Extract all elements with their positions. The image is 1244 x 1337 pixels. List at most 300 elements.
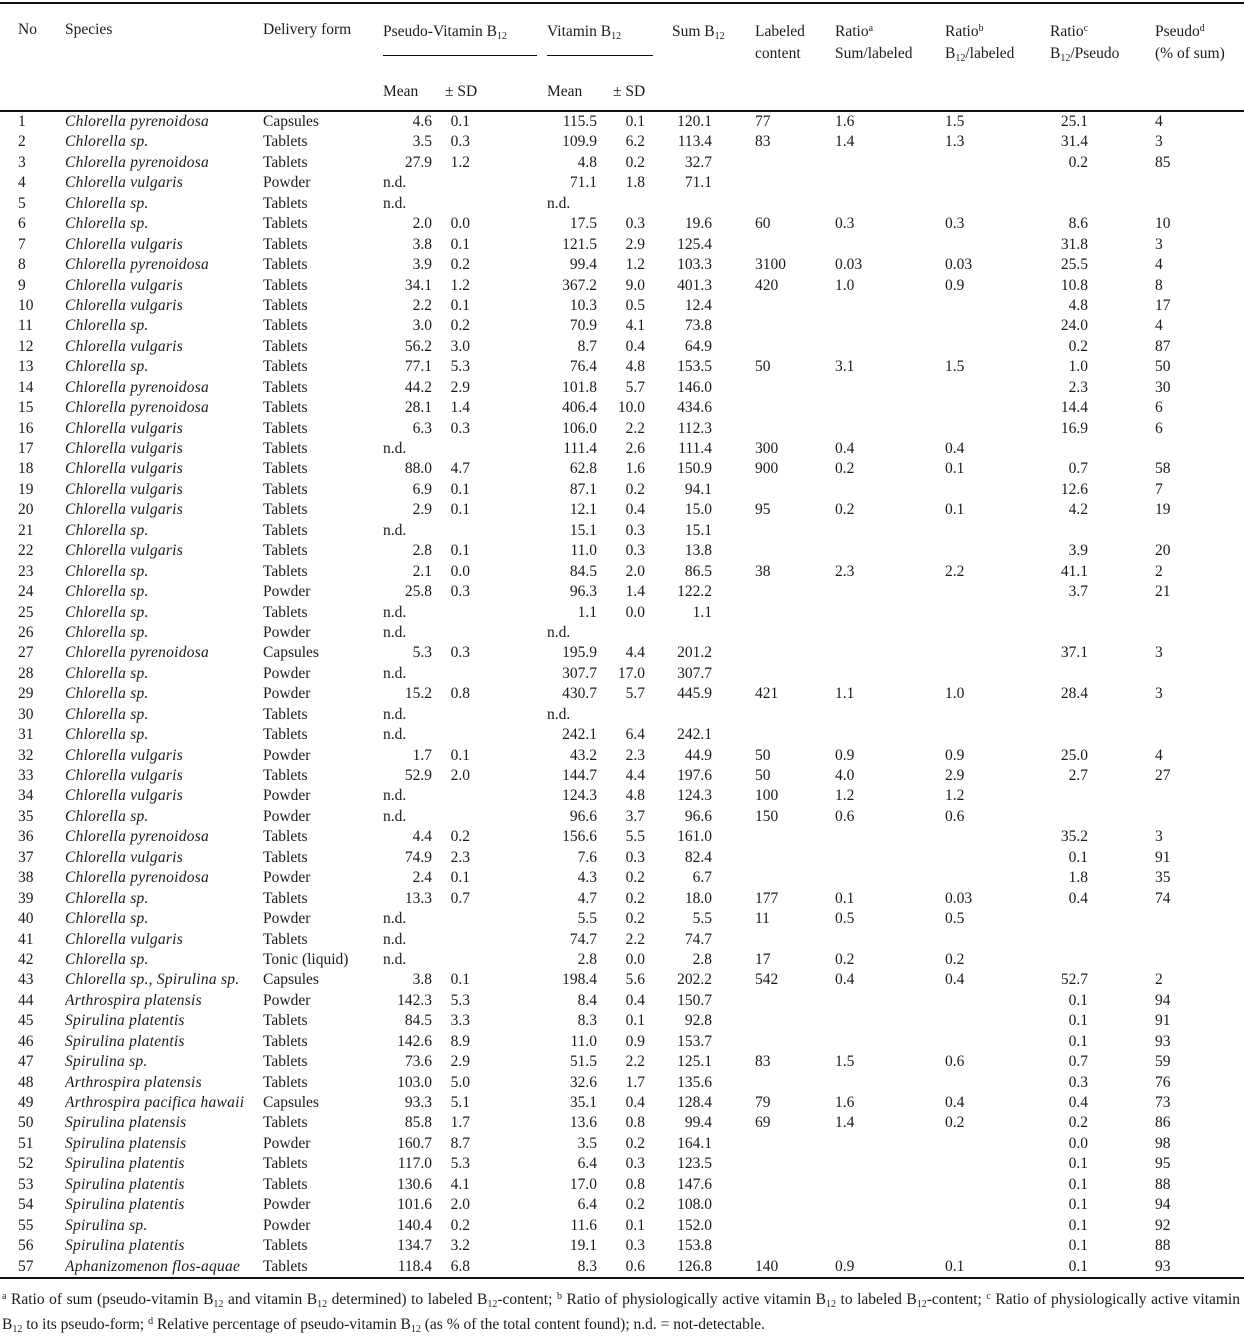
cell-ratio-b12-labeled: 0.1: [945, 1257, 965, 1275]
subcol-header-vitamin-mean: Mean: [474, 81, 601, 111]
table-row: [0, 1257, 1244, 1278]
cell-ratio-b12-labeled: [945, 521, 1050, 541]
cell-vitamin-sd: 5.7: [625, 685, 645, 703]
cell-pseudo-sd: 0.3: [450, 583, 470, 601]
table-row: [0, 500, 1244, 520]
cell-pseudo-percent: 88: [1155, 1237, 1171, 1255]
cell-pseudo-mean: n.d.: [383, 787, 407, 805]
cell-ratio-b12-pseudo: 0.7: [1068, 1053, 1088, 1071]
cell-pseudo-sd: [436, 807, 474, 827]
cell-ratio-b12-pseudo: 3.7: [1068, 583, 1088, 601]
cell-pseudo-mean: 27.9: [404, 153, 432, 171]
cell-labeled-content: 900: [755, 460, 779, 478]
footnote-text: (as % of the total content found); n.d. = not-detectable.: [420, 1315, 765, 1333]
cell-pseudo-mean: 3.0: [412, 317, 432, 335]
cell-pseudo-sd: 0.3: [450, 419, 470, 437]
table-row: [0, 296, 1244, 316]
cell-species: Chlorella vulgaris: [65, 276, 184, 294]
cell-delivery-form: Tablets: [263, 317, 308, 335]
cell-vitamin-sd: 4.8: [625, 358, 645, 376]
cell-sum-b12: 445.9: [677, 685, 712, 703]
cell-ratio-b12-labeled: [945, 827, 1050, 847]
cell-sum-b12: 82.4: [684, 848, 712, 866]
cell-delivery-form: Tablets: [263, 235, 308, 253]
cell-ratio-b12-pseudo: 10.8: [1060, 276, 1088, 294]
cell-no: 28: [18, 664, 34, 682]
cell-pseudo-percent: [1155, 930, 1244, 950]
table-row: [0, 766, 1244, 786]
cell-species: Chlorella vulgaris: [65, 296, 184, 314]
cell-labeled-content: 79: [755, 1094, 771, 1111]
cell-ratio-sum-labeled: [835, 1154, 945, 1174]
col-header-no: No: [0, 3, 65, 111]
cell-labeled-content: [755, 173, 835, 193]
cell-pseudo-percent: 58: [1155, 460, 1171, 478]
cell-pseudo-percent: [1155, 194, 1244, 214]
cell-pseudo-mean: 34.1: [404, 276, 432, 294]
cell-pseudo-percent: 87: [1155, 337, 1171, 355]
cell-pseudo-sd: 2.9: [450, 1053, 470, 1071]
cell-pseudo-mean: 6.3: [412, 419, 432, 437]
table-row: [0, 1073, 1244, 1093]
cell-no: 36: [18, 828, 34, 846]
cell-pseudo-sd: 0.0: [450, 215, 470, 233]
table-header: [0, 3, 1244, 111]
cell-no: 9: [18, 276, 26, 294]
cell-vitamin-sd: 5.6: [625, 971, 645, 989]
cell-sum-b12: 44.9: [684, 746, 712, 764]
cell-sum-b12: 125.1: [677, 1053, 712, 1071]
table-row: [0, 868, 1244, 888]
cell-labeled-content: [755, 705, 835, 725]
table-row: [0, 1113, 1244, 1133]
cell-ratio-b12-labeled: [945, 541, 1050, 561]
cell-vitamin-sd: 0.2: [625, 869, 645, 887]
cell-vitamin-mean: 6.4: [577, 1196, 597, 1214]
table-footnote: [2, 1287, 1240, 1337]
cell-vitamin-mean: 198.4: [562, 971, 597, 989]
cell-vitamin-mean: 1.1: [577, 603, 597, 621]
cell-labeled-content: [755, 1175, 835, 1195]
table-body: [0, 111, 1244, 1278]
cell-sum-b12: 108.0: [677, 1196, 712, 1214]
cell-vitamin-sd: 6.4: [625, 726, 645, 744]
table-row: [0, 111, 1244, 132]
cell-pseudo-sd: 0.0: [450, 562, 470, 580]
cell-sum-b12: 103.3: [677, 256, 712, 274]
cell-pseudo-mean: 134.7: [397, 1237, 432, 1255]
cell-pseudo-percent: 8: [1155, 276, 1163, 294]
cell-vitamin-mean: 51.5: [569, 1053, 597, 1071]
cell-ratio-b12-labeled: 1.5: [945, 113, 965, 130]
cell-no: 29: [18, 685, 34, 703]
cell-pseudo-sd: 1.7: [450, 1114, 470, 1132]
cell-ratio-sum-labeled: [835, 316, 945, 336]
cell-labeled-content: 140: [755, 1257, 779, 1275]
cell-species: Chlorella sp.: [65, 910, 149, 928]
cell-pseudo-percent: 91: [1155, 848, 1171, 866]
table-row: [0, 214, 1244, 234]
cell-pseudo-percent: 3: [1155, 828, 1163, 846]
cell-no: 21: [18, 521, 34, 539]
cell-pseudo-percent: 91: [1155, 1012, 1171, 1030]
cell-pseudo-percent: [1155, 623, 1244, 643]
cell-pseudo-mean: 2.1: [412, 562, 432, 580]
footnote-marker: c: [986, 1290, 991, 1302]
cell-vitamin-mean: 87.1: [569, 480, 597, 498]
cell-no: 44: [18, 991, 34, 1009]
cell-species: Chlorella sp.: [65, 705, 149, 723]
cell-ratio-b12-labeled: [945, 419, 1050, 439]
cell-delivery-form: Powder: [263, 746, 311, 764]
cell-ratio-b12-labeled: [945, 848, 1050, 868]
cell-species: Chlorella sp., Spirulina sp.: [65, 971, 240, 989]
cell-no: 30: [18, 705, 34, 723]
cell-pseudo-sd: [436, 950, 474, 970]
cell-pseudo-mean: 28.1: [404, 399, 432, 417]
subscript: 12: [825, 1298, 836, 1310]
footnote-text: -content;: [926, 1290, 987, 1308]
cell-ratio-b12-pseudo: 0.1: [1068, 1257, 1088, 1275]
cell-pseudo-mean: 117.0: [397, 1155, 432, 1173]
cell-ratio-b12-labeled: [945, 378, 1050, 398]
cell-pseudo-mean: n.d.: [383, 930, 407, 948]
cell-labeled-content: [755, 235, 835, 255]
cell-ratio-b12-labeled: [945, 1011, 1050, 1031]
cell-ratio-sum-labeled: [835, 378, 945, 398]
cell-pseudo-sd: 0.7: [450, 889, 470, 907]
subscript: 12: [317, 1298, 328, 1310]
cell-ratio-b12-labeled: 2.2: [945, 562, 965, 580]
cell-ratio-sum-labeled: 1.5: [835, 1053, 855, 1071]
cell-ratio-b12-pseudo: 0.4: [1068, 889, 1088, 907]
cell-labeled-content: 77: [755, 113, 771, 130]
cell-species: Chlorella vulgaris: [65, 848, 184, 866]
cell-sum-b12: 5.5: [692, 910, 712, 928]
cell-ratio-b12-pseudo: 3.9: [1068, 542, 1088, 560]
cell-ratio-sum-labeled: 1.0: [835, 276, 855, 294]
cell-vitamin-sd: 17.0: [617, 664, 645, 682]
cell-pseudo-sd: 4.7: [450, 460, 470, 478]
cell-pseudo-mean: 103.0: [397, 1073, 432, 1091]
cell-species: Chlorella vulgaris: [65, 174, 184, 192]
cell-labeled-content: [755, 1195, 835, 1215]
cell-delivery-form: Powder: [263, 174, 311, 192]
table-row: [0, 889, 1244, 909]
cell-sum-b12: 153.7: [677, 1032, 712, 1050]
cell-species: Chlorella pyrenoidosa: [65, 153, 210, 171]
cell-ratio-b12-pseudo: 35.2: [1060, 828, 1088, 846]
cell-vitamin-sd: 1.8: [625, 174, 645, 192]
cell-pseudo-mean: 1.7: [412, 746, 432, 764]
cell-ratio-b12-pseudo: [1050, 439, 1155, 459]
table-row: [0, 378, 1244, 398]
cell-no: 41: [18, 930, 34, 948]
cell-labeled-content: 420: [755, 276, 779, 294]
cell-vitamin-mean: 15.1: [569, 521, 597, 539]
cell-vitamin-sd: 0.2: [625, 1196, 645, 1214]
cell-species: Spirulina platentis: [65, 1196, 185, 1214]
cell-pseudo-sd: [436, 521, 474, 541]
cell-delivery-form: Powder: [263, 869, 311, 887]
table-row: [0, 684, 1244, 704]
cell-pseudo-sd: [436, 705, 474, 725]
cell-sum-b12: 135.6: [677, 1073, 712, 1091]
cell-ratio-b12-pseudo: 0.2: [1068, 1114, 1088, 1132]
table-row: [0, 316, 1244, 336]
cell-ratio-b12-pseudo: 8.6: [1068, 215, 1088, 233]
cell-sum-b12: 126.8: [677, 1257, 712, 1275]
cell-ratio-sum-labeled: [835, 1134, 945, 1154]
cell-species: Chlorella vulgaris: [65, 787, 184, 805]
cell-sum-b12: 201.2: [677, 644, 712, 662]
cell-ratio-b12-pseudo: 0.2: [1068, 337, 1088, 355]
cell-species: Chlorella pyrenoidosa: [65, 399, 210, 417]
cell-ratio-sum-labeled: 0.5: [835, 910, 855, 928]
cell-ratio-b12-pseudo: [1050, 930, 1155, 950]
cell-labeled-content: 11: [755, 910, 770, 928]
cell-delivery-form: Tablets: [263, 501, 308, 519]
cell-sum-b12: 122.2: [677, 583, 712, 601]
cell-pseudo-percent: 4: [1155, 317, 1163, 335]
cell-pseudo-sd: 1.4: [450, 399, 470, 417]
table-row: [0, 1011, 1244, 1031]
cell-pseudo-mean: 2.9: [412, 501, 432, 519]
cell-ratio-b12-pseudo: 0.1: [1068, 991, 1088, 1009]
cell-no: 14: [18, 378, 34, 396]
cell-ratio-sum-labeled: 0.2: [835, 950, 855, 968]
cell-species: Chlorella sp.: [65, 583, 149, 601]
cell-vitamin-mean: 96.6: [569, 807, 597, 825]
cell-vitamin-mean: 8.4: [577, 991, 597, 1009]
cell-vitamin-mean: 144.7: [562, 767, 597, 784]
cell-delivery-form: Tablets: [263, 889, 308, 907]
cell-sum-b12: 86.5: [684, 562, 712, 580]
cell-ratio-b12-pseudo: [1050, 950, 1155, 970]
cell-ratio-b12-pseudo: [1050, 664, 1155, 684]
cell-no: 25: [18, 603, 34, 621]
cell-vitamin-sd: 4.4: [625, 644, 645, 662]
cell-labeled-content: 421: [755, 685, 779, 703]
cell-labeled-content: [755, 868, 835, 888]
cell-pseudo-mean: 5.3: [412, 644, 432, 662]
cell-pseudo-percent: [1155, 705, 1244, 725]
cell-ratio-b12-pseudo: 14.4: [1060, 399, 1088, 417]
cell-delivery-form: Capsules: [263, 971, 319, 989]
cell-pseudo-mean: 2.8: [412, 542, 432, 560]
cell-pseudo-percent: 94: [1155, 1196, 1171, 1214]
cell-delivery-form: Tablets: [263, 133, 308, 151]
cell-labeled-content: 38: [755, 562, 771, 580]
cell-pseudo-sd: 0.2: [450, 1216, 470, 1234]
cell-labeled-content: 300: [755, 440, 779, 457]
cell-vitamin-sd: 0.3: [625, 1237, 645, 1255]
cell-species: Chlorella sp.: [65, 623, 149, 641]
cell-delivery-form: Powder: [263, 664, 311, 682]
cell-pseudo-percent: 3: [1155, 644, 1163, 662]
cell-sum-b12: 2.8: [692, 950, 712, 968]
cell-no: 20: [18, 501, 34, 519]
table-row: [0, 173, 1244, 193]
cell-pseudo-sd: [436, 664, 474, 684]
table-row: [0, 603, 1244, 623]
cell-sum-b12: 94.1: [684, 480, 712, 498]
cell-ratio-b12-labeled: [945, 705, 1050, 725]
cell-vitamin-mean: 8.3: [577, 1257, 597, 1275]
cell-pseudo-sd: 0.1: [450, 542, 470, 560]
cell-labeled-content: [755, 541, 835, 561]
cell-pseudo-sd: 6.8: [450, 1257, 470, 1275]
cell-pseudo-sd: 5.3: [450, 991, 470, 1009]
cell-pseudo-sd: 0.1: [450, 501, 470, 519]
cell-vitamin-mean: 4.8: [577, 153, 597, 171]
cell-pseudo-percent: [1155, 725, 1244, 745]
cell-pseudo-sd: 0.3: [450, 644, 470, 662]
cell-vitamin-sd: 0.6: [625, 1257, 645, 1275]
cell-species: Chlorella sp.: [65, 603, 149, 621]
cell-labeled-content: [755, 398, 835, 418]
cell-no: 15: [18, 399, 34, 417]
cell-pseudo-mean: 142.3: [397, 991, 432, 1009]
cell-no: 7: [18, 235, 26, 253]
cell-ratio-b12-pseudo: 1.8: [1068, 869, 1088, 887]
cell-pseudo-mean: 52.9: [404, 767, 432, 784]
cell-pseudo-percent: 92: [1155, 1216, 1171, 1234]
subscript: 12: [916, 1298, 927, 1310]
col-header-ratio-b12-pseudo: Ratio$^c$ $B_{12}$/Pseudo: [1050, 3, 1155, 111]
cell-delivery-form: Tablets: [263, 1257, 308, 1275]
cell-vitamin-sd: 0.2: [625, 889, 645, 907]
cell-ratio-sum-labeled: [835, 991, 945, 1011]
cell-ratio-b12-labeled: 0.1: [945, 460, 965, 478]
cell-delivery-form: Tablets: [263, 337, 308, 355]
cell-sum-b12: 19.6: [684, 215, 712, 233]
cell-ratio-sum-labeled: [835, 337, 945, 357]
cell-vitamin-mean: 17.5: [569, 215, 597, 233]
cell-ratio-sum-labeled: [835, 643, 945, 663]
cell-sum-b12: 112.3: [677, 419, 712, 437]
cell-pseudo-percent: 35: [1155, 869, 1171, 887]
cell-ratio-b12-labeled: [945, 296, 1050, 316]
cell-pseudo-mean: 130.6: [397, 1175, 432, 1193]
cell-ratio-b12-pseudo: 0.7: [1068, 460, 1088, 478]
cell-ratio-sum-labeled: [835, 1032, 945, 1052]
footnote-marker: d: [148, 1315, 154, 1327]
cell-ratio-b12-pseudo: 28.4: [1060, 685, 1088, 703]
cell-delivery-form: Powder: [263, 910, 311, 928]
cell-species: Chlorella vulgaris: [65, 235, 184, 253]
cell-labeled-content: 177: [755, 889, 779, 907]
cell-pseudo-sd: 4.1: [450, 1175, 470, 1193]
cell-delivery-form: Tablets: [263, 1237, 308, 1255]
cell-pseudo-sd: [436, 930, 474, 950]
cell-ratio-sum-labeled: [835, 1236, 945, 1256]
cell-species: Chlorella vulgaris: [65, 440, 184, 457]
cell-ratio-b12-pseudo: 0.3: [1068, 1073, 1088, 1091]
cell-pseudo-percent: 86: [1155, 1114, 1171, 1132]
cell-no: 3: [18, 153, 26, 171]
cell-sum-b12: 74.7: [684, 930, 712, 948]
cell-species: Chlorella vulgaris: [65, 460, 184, 478]
cell-vitamin-mean: 70.9: [569, 317, 597, 335]
cell-ratio-b12-pseudo: 25.0: [1060, 746, 1088, 764]
cell-delivery-form: Tablets: [263, 848, 308, 866]
cell-species: Spirulina platentis: [65, 1012, 185, 1030]
cell-ratio-sum-labeled: [835, 848, 945, 868]
cell-ratio-sum-labeled: [835, 419, 945, 439]
cell-pseudo-percent: 76: [1155, 1073, 1171, 1091]
col-header-pseudo-percent: Pseudo$^d$ (% of sum): [1155, 3, 1244, 111]
cell-pseudo-sd: 2.0: [450, 1196, 470, 1214]
cell-labeled-content: [755, 1134, 835, 1154]
cell-pseudo-sd: 8.7: [450, 1134, 470, 1152]
cell-ratio-b12-labeled: 1.5: [945, 358, 965, 376]
cell-sum-b12: 99.4: [684, 1114, 712, 1132]
cell-sum-b12: 15.1: [684, 521, 712, 539]
cell-no: 37: [18, 848, 34, 866]
cell-ratio-sum-labeled: [835, 296, 945, 316]
cell-labeled-content: [755, 194, 835, 214]
cell-ratio-sum-labeled: 0.4: [835, 440, 855, 457]
cell-pseudo-mean: 2.0: [412, 215, 432, 233]
cell-no: 18: [18, 460, 34, 478]
cell-delivery-form: Powder: [263, 1196, 311, 1214]
cell-no: 51: [18, 1134, 34, 1152]
cell-vitamin-sd: 5.5: [625, 828, 645, 846]
cell-pseudo-mean: 142.6: [397, 1032, 432, 1050]
cell-pseudo-sd: 2.9: [450, 378, 470, 396]
cell-pseudo-percent: 98: [1155, 1134, 1171, 1152]
cell-ratio-b12-labeled: [945, 725, 1050, 745]
cell-no: 52: [18, 1155, 34, 1173]
cell-pseudo-percent: 7: [1155, 480, 1163, 498]
cell-ratio-sum-labeled: [835, 623, 945, 643]
cell-no: 34: [18, 787, 34, 805]
cell-vitamin-sd: 0.4: [625, 1094, 645, 1111]
cell-pseudo-percent: 4: [1155, 113, 1163, 130]
cell-species: Spirulina platentis: [65, 1032, 185, 1050]
cell-sum-b12: 202.2: [677, 971, 712, 989]
cell-ratio-sum-labeled: 0.9: [835, 746, 855, 764]
cell-delivery-form: Tablets: [263, 1073, 308, 1091]
cell-pseudo-mean: n.d.: [383, 440, 407, 457]
cell-labeled-content: [755, 480, 835, 500]
cell-labeled-content: [755, 930, 835, 950]
cell-pseudo-sd: 5.0: [450, 1073, 470, 1091]
cell-sum-b12: 152.0: [677, 1216, 712, 1234]
cell-pseudo-mean: n.d.: [383, 603, 407, 621]
cell-sum-b12: 13.8: [684, 542, 712, 560]
cell-no: 19: [18, 480, 34, 498]
cell-pseudo-percent: 73: [1155, 1094, 1171, 1111]
table-row: [0, 153, 1244, 173]
cell-delivery-form: Tablets: [263, 767, 308, 784]
table-row: [0, 582, 1244, 602]
table-row: [0, 439, 1244, 459]
cell-delivery-form: Powder: [263, 583, 311, 601]
cell-ratio-b12-labeled: 0.2: [945, 950, 965, 968]
table-row: [0, 1134, 1244, 1154]
cell-ratio-b12-pseudo: 52.7: [1060, 971, 1088, 989]
col-header-delivery-form: Delivery form: [263, 3, 383, 111]
cell-vitamin-mean: 84.5: [569, 562, 597, 580]
cell-pseudo-mean: 3.8: [412, 235, 432, 253]
cell-pseudo-mean: 101.6: [397, 1196, 432, 1214]
subcol-header-pseudo-sd: ± SD: [436, 81, 474, 111]
cell-pseudo-mean: n.d.: [383, 623, 407, 641]
cell-ratio-b12-labeled: 0.4: [945, 1094, 965, 1111]
cell-vitamin-mean: n.d.: [547, 705, 571, 723]
